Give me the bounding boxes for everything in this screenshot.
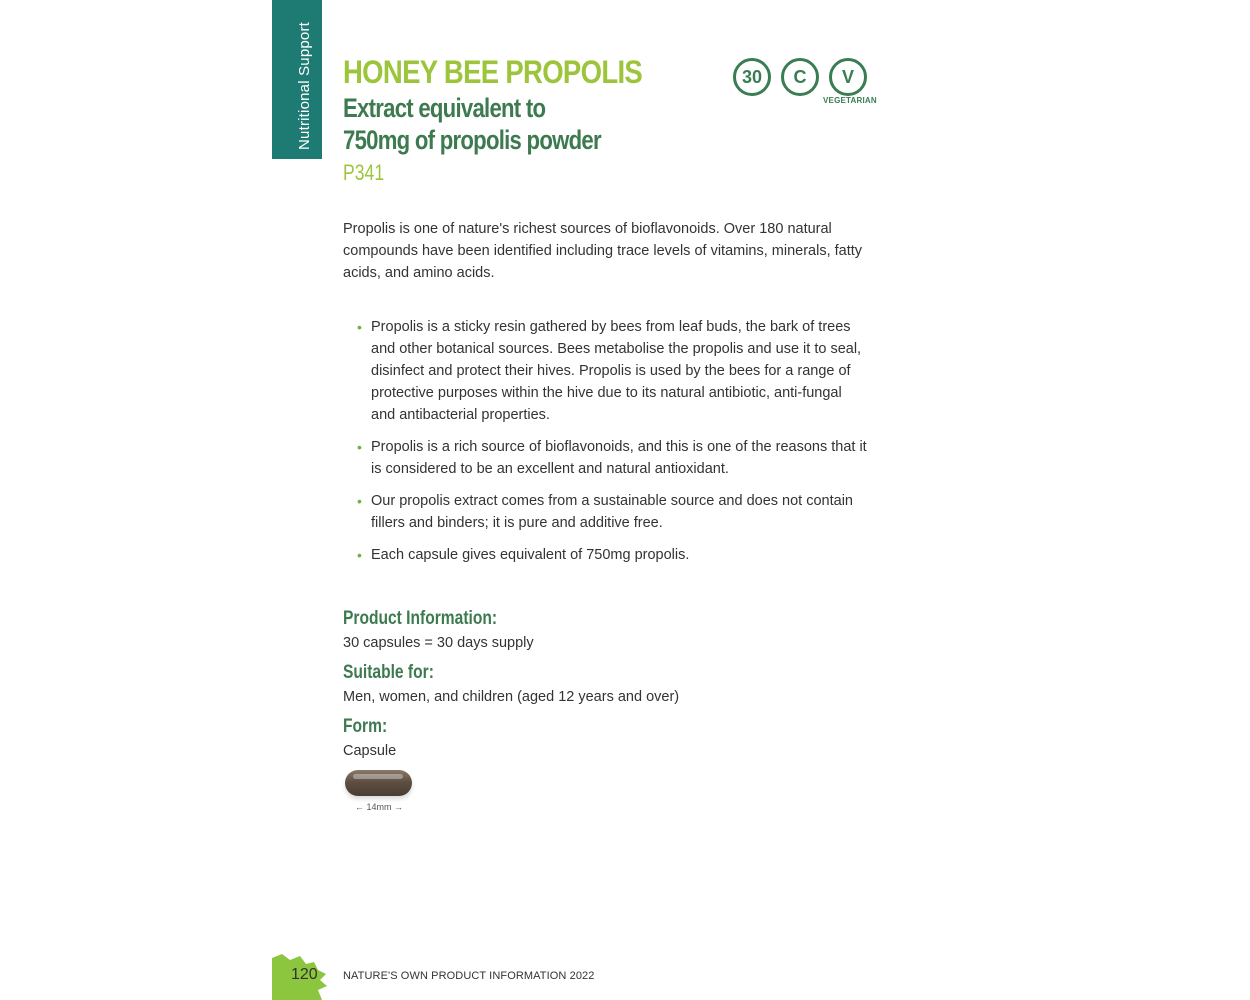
list-item-text: Propolis is a sticky resin gathered by bees from leaf buds, the bark of trees and other botanical sources. Bees metabolise the propolis and use it to seal, disinfect and protect their hives. Propolis is used by the bees for a range of protective purposes within the hive due to its natural antibiotic, anti-fungal and antibacterial properties. xyxy=(371,319,862,423)
list-item xyxy=(357,436,867,480)
form-heading: Form: xyxy=(343,716,388,737)
product-info-value: 30 capsules = 30 days supply xyxy=(343,635,534,651)
list-item xyxy=(357,490,867,534)
product-subtitle xyxy=(343,92,601,156)
bullet-dot-icon: • xyxy=(357,319,362,335)
capsule-count-icon xyxy=(733,58,771,96)
bullet-dot-icon: • xyxy=(357,493,362,509)
page-number: 120 xyxy=(291,966,318,983)
capsule-c-icon xyxy=(781,58,819,96)
list-item xyxy=(357,316,867,426)
product-subtitle-line1: Extract equivalent to xyxy=(343,93,546,123)
product-code: P341 xyxy=(343,160,385,185)
capsule-size-value: 14mm xyxy=(366,802,392,812)
suitable-value: Men, women, and children (aged 12 years and over) xyxy=(343,689,680,705)
product-subtitle-line2: 750mg of propolis powder xyxy=(343,125,601,155)
product-info-heading: Product Information: xyxy=(343,608,498,629)
capsule-count-label: 30 xyxy=(741,66,763,87)
capsule-image xyxy=(345,770,412,796)
bullet-dot-icon: • xyxy=(357,439,362,455)
capsule-size-label: ← 14mm → xyxy=(354,802,404,812)
list-item-text: Each capsule gives equivalent of 750mg propolis. xyxy=(371,547,690,563)
list-item-text: Our propolis extract comes from a sustainable source and does not contain fillers and binders; it is pure and additive free. xyxy=(371,493,853,531)
vegetarian-v-label: V xyxy=(841,66,854,87)
feature-list xyxy=(357,316,867,576)
form-value: Capsule xyxy=(343,743,397,759)
footer-text: NATURE'S OWN PRODUCT INFORMATION 2022 xyxy=(343,970,595,982)
product-title: HONEY BEE PROPOLIS xyxy=(343,54,643,90)
vegetarian-icon xyxy=(829,58,867,96)
section-tab xyxy=(272,0,322,159)
list-item xyxy=(357,544,867,566)
capsule-c-label: C xyxy=(793,66,807,87)
suitable-heading: Suitable for: xyxy=(343,662,434,683)
section-tab-label: Nutritional Support xyxy=(296,21,313,150)
vegetarian-label: VEGETARIAN xyxy=(823,96,877,105)
intro-paragraph: Propolis is one of nature's richest sources of bioflavonoids. Over 180 natural compounds have been identified including trace levels of vitamins, minerals, fatty acids, and amino acids. xyxy=(343,221,863,281)
bullet-dot-icon: • xyxy=(357,547,362,563)
list-item-text: Propolis is a rich source of bioflavonoids, and this is one of the reasons that it is considered to be an excellent and natural antioxidant. xyxy=(371,439,867,477)
